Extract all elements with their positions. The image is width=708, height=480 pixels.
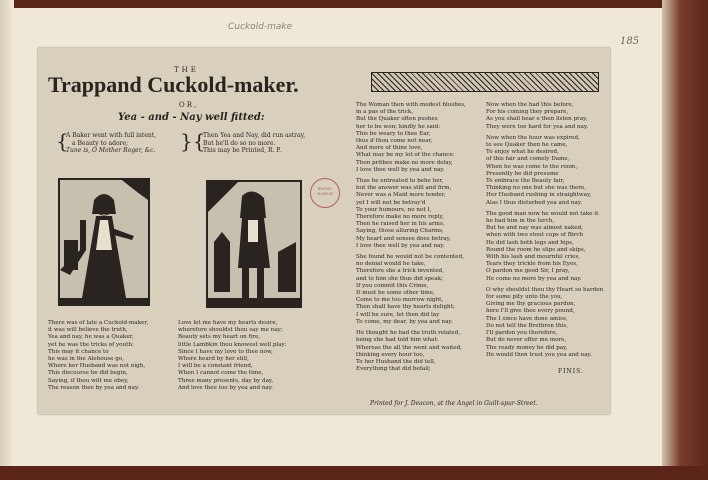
verse-line: for some pity unto the you, [486, 294, 563, 301]
verse-line: in a pas of the trick, [356, 109, 414, 116]
ballad-title: Trappand Cuckold-maker. [48, 72, 299, 97]
verse-line: I will be sure, let then did lay [356, 311, 440, 318]
printers-ornament [371, 72, 599, 92]
verse-line: Three many presents, day by day, [178, 377, 274, 384]
verse-line: Saying, if thou wilt me obey, [48, 377, 129, 384]
page-gutter [0, 0, 14, 480]
column-2 [178, 320, 287, 392]
verse-line: wherefore shouldst thou say me nay; [178, 327, 283, 334]
verse-line: The Woman then with modest blushes, [356, 102, 466, 108]
verse-line: Do not tell the Brethren this, [486, 322, 569, 329]
verse-line: To enjoy what he desired, [486, 149, 559, 156]
verse-line: he had him in the lurch, [486, 218, 555, 225]
binding-top [0, 0, 708, 8]
ballad-subtitle: Yea - and - Nay well fitted: [118, 112, 265, 123]
verse-line: They were too hard for yea and nay. [486, 123, 589, 130]
verse-line: To your humours, no not I, [356, 206, 432, 213]
verse-line: Thinking no one but she was there, [486, 185, 587, 192]
verse-line: he was in the Alehouse go, [48, 356, 124, 363]
verse-line: And love thee too by yea and nay. [178, 384, 273, 391]
verse-line: Thus he entreated to behe her, [356, 178, 444, 185]
verse-line: Therefore make no more reply, [356, 214, 444, 221]
verse-line: My heart and senses does betray, [356, 235, 451, 242]
verse-line: He come no more by yea and nay. [486, 275, 582, 282]
woodcut-man [206, 180, 302, 308]
verse-line: O why shouldst thou thy Heart so harden [486, 286, 604, 293]
verse-line: He did lash both legs and hips, [486, 239, 574, 246]
verse-line: When he was come to the room, [486, 163, 578, 170]
verse-line: And more of thine love, [356, 145, 423, 152]
verse-line: The I since have done amiss, [486, 315, 568, 322]
verse-line: little Lambkin thou knowest well play: [178, 341, 287, 348]
brace-left: { [56, 129, 69, 153]
verse-line: her to be won; kindly he said: [356, 123, 441, 130]
verse-line: To her Husband the did tell, [356, 358, 436, 365]
verse-line: The good man now he would not take it [486, 210, 599, 217]
verse-line: Now when the hour was expired, [486, 134, 580, 141]
column-3 [356, 102, 466, 373]
verse-line: For his coming they prepare, [486, 109, 569, 116]
argument-line: A Baker went with full intent, [66, 132, 157, 139]
argument-left [66, 132, 178, 155]
binding-edge [662, 0, 708, 480]
verse-line: What may be my lot of the chance: [356, 152, 455, 159]
verse-line: here I'll give thee every pound, [486, 308, 575, 315]
verse-line: thus if thou come not near, [356, 138, 433, 145]
verse-line: being she had told him what: [356, 337, 439, 344]
verse-line: Whereas the all the went and waited, [356, 344, 463, 351]
verse-line: Round the room he slips and skips, [486, 246, 586, 253]
verse-line: Where her Husband was not nigh, [48, 363, 146, 370]
verse-line: to see Quaker then he came, [486, 142, 568, 149]
pencil-note: Cuckold-make [228, 22, 293, 32]
verse-line: but the answer was still and firm, [356, 185, 452, 192]
verse-line: yet he was the tricks of youth: [48, 341, 134, 348]
verse-line: It must be some other time, [356, 290, 435, 297]
verse-line: and to him she thus did speak; [356, 275, 443, 282]
verse-line: As you shall hear e then listen pray, [486, 116, 588, 123]
licence-line: This may be Printed, R. P. [203, 147, 281, 154]
verse-line: no denial would he take, [356, 261, 426, 268]
verse-line: He thought he had the truth related, [356, 330, 461, 337]
verse-line: The reason thee by yea and nay. [48, 384, 140, 391]
verse-line: He would then trust you yea and nay. [486, 351, 592, 358]
argument-right [203, 132, 315, 155]
verse-line: Come to me too morrow night, [356, 297, 444, 304]
verse-line: This discourse he did begin, [48, 370, 128, 377]
tune-line: Tune is, O Mother Roger, &c. [66, 147, 156, 154]
verse-line: Giving me thy gracious pardon, [486, 301, 576, 308]
verse-line: The ready money he did pay, [486, 344, 568, 351]
verse-line: She found he would not be contented, [356, 254, 464, 261]
verse-line: When I cannot come the time, [178, 370, 264, 377]
verse-line: I will be a constant friend, [178, 363, 253, 370]
verse-line: Then prithee make no more delay, [356, 159, 453, 166]
verse-line: O pardon me good Sir, I pray, [486, 268, 570, 275]
verse-line: Then he raised her in his arms, [356, 221, 445, 228]
folio-number: 185 [620, 36, 640, 47]
column-1 [48, 320, 148, 392]
verse-line: But do never offer me more, [486, 337, 567, 344]
verse-line: I love thee well by yea and nay. [356, 242, 445, 249]
verse-line: To come, my dear, by yea and nay. [356, 318, 453, 325]
verse-line: Everything that did befall; [356, 366, 431, 373]
binding-bottom [0, 466, 708, 480]
verse-line: Therefore she a trick invented, [356, 268, 444, 275]
verse-line: Alas I thus disturbed yea and nay. [486, 199, 582, 206]
printer-imprint: Printed for J. Deacon, at the Angel in Guilt-spur-Street. [370, 400, 538, 407]
verse-line: This may it chance to [48, 348, 109, 355]
verse-line: There was of late a Cuckold-maker, [48, 320, 149, 326]
verse-line: Yea and nay, he was a Quaker, [48, 334, 134, 341]
stamp-text: BRITISH MUSEUM [317, 187, 333, 196]
verse-line: Never was a Maid more tender, [356, 192, 446, 199]
verse-line: Now when the had this before, [486, 102, 574, 108]
title-the: THE [174, 66, 199, 74]
verse-line: of this fair and comely Dame, [486, 156, 570, 163]
verse-line: I love thee well by yea and nay. [356, 166, 445, 173]
argument-line: a Beauty to adore; [72, 139, 128, 147]
argument-line: But he'll do so no more. [203, 139, 276, 147]
verse-line: Presently he did presume [486, 170, 559, 177]
argument-line: Then Yea and Nay, did run astray, [203, 132, 306, 139]
verse-line: when with two stout cups of Birch [486, 232, 584, 239]
verse-line: If you commit this Crime, [356, 282, 429, 289]
verse-line: Her Husband rushing in straightway, [486, 192, 592, 199]
verse-line: With his lash and mournful cries, [486, 254, 581, 261]
column-4 [486, 102, 603, 359]
verse-line: I'll pardon you therefore, [486, 330, 558, 337]
verse-line: Since I have my love to thee now, [178, 348, 273, 355]
verse-line: Then shall have thy hearts delight; [356, 304, 455, 311]
title-or: OR, [179, 101, 199, 109]
verse-line: But he and nay was almost naked, [486, 225, 584, 232]
verse-line: Tears they trickle from his Eyes, [486, 261, 578, 268]
verse-line: To embrace the Beauty fair, [486, 178, 565, 185]
verse-line: Love let me have my hearts desire, [178, 320, 278, 326]
verse-line: But the Quaker often pushes [356, 116, 438, 123]
museum-stamp [310, 178, 340, 208]
brace-middle: }{ [180, 129, 206, 153]
woodcut-woman [58, 178, 150, 306]
verse-line: it was will believe the truth, [48, 327, 128, 334]
verse-line: thinking every hour too, [356, 351, 425, 358]
verse-line: Saying, those alluring Charms, [356, 228, 444, 235]
verse-line: yet I will not be betray'd [356, 199, 426, 206]
verse-line: This be weary to thee Ear, [356, 130, 431, 137]
finis: FINIS. [558, 368, 584, 375]
verse-line: Beauty sets my heart on fire, [178, 334, 261, 341]
verse-line: Where heard by her still, [178, 356, 249, 363]
